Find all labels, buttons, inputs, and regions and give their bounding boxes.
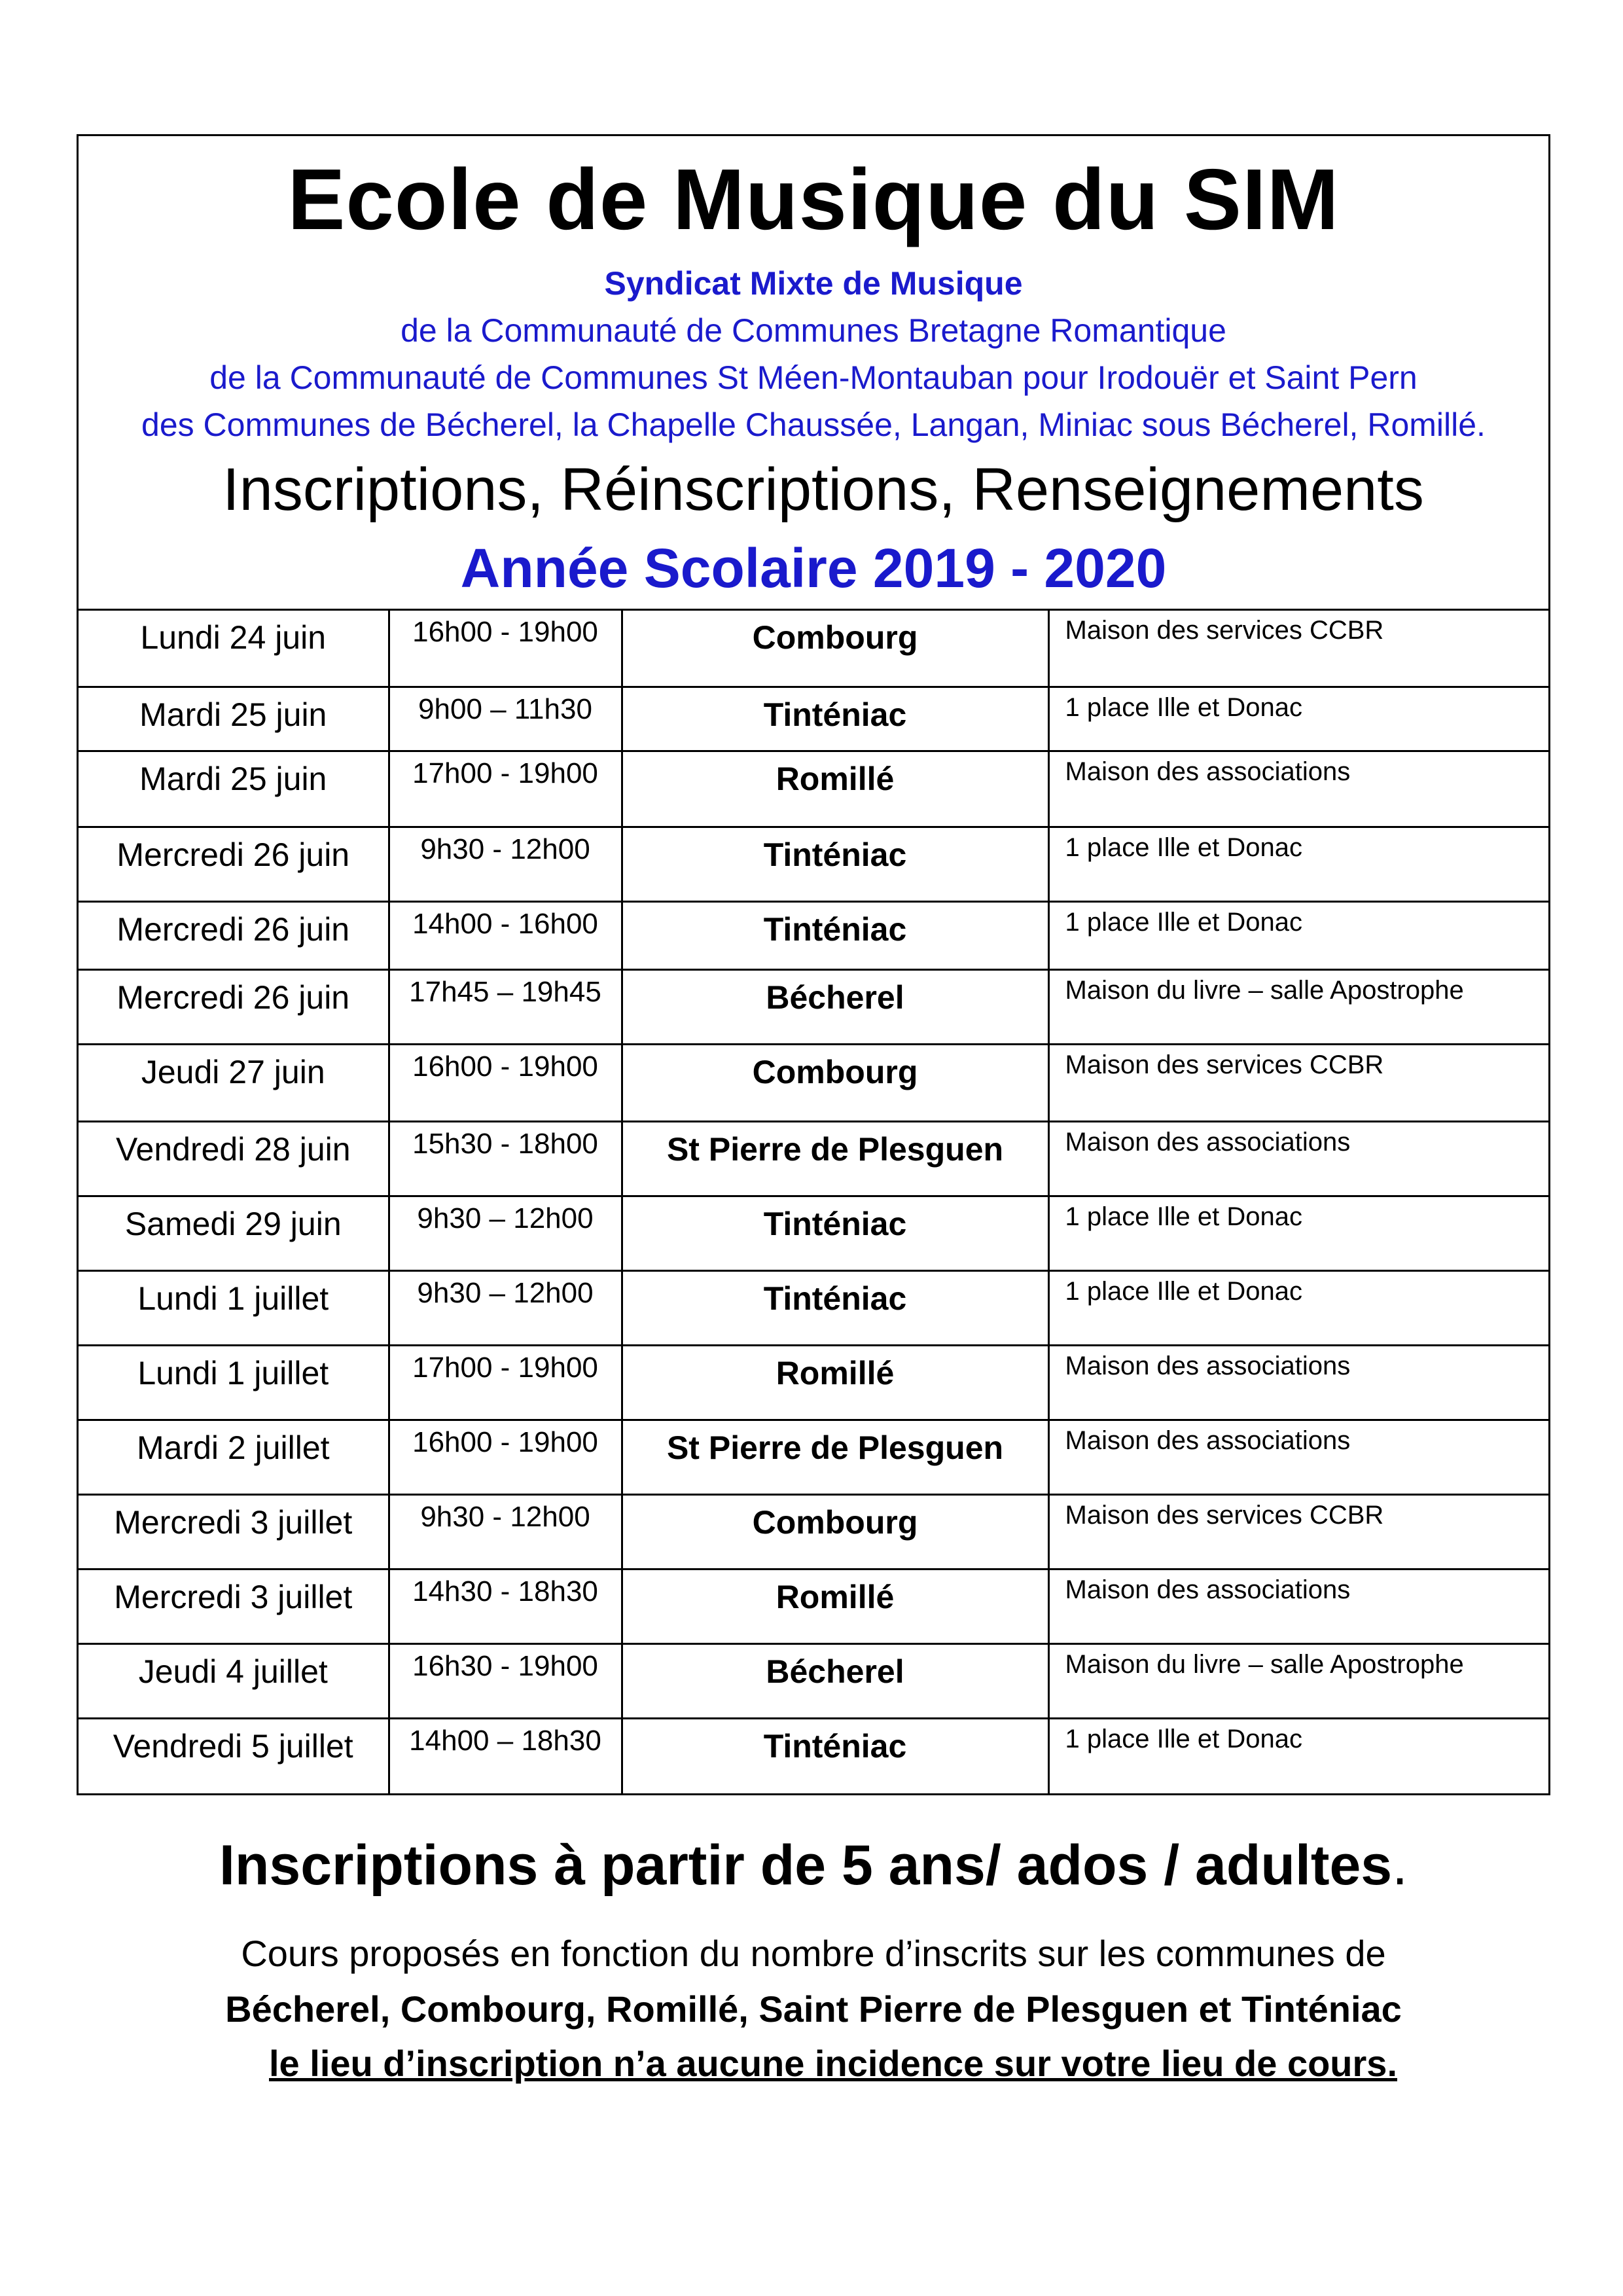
schedule-town: Romillé	[622, 1346, 1048, 1420]
schedule-row	[79, 1271, 1548, 1346]
schedule-time: 14h00 – 18h30	[389, 1719, 622, 1793]
schedule-place: 1 place Ille et Donac	[1048, 1719, 1548, 1793]
schedule-time: 9h00 – 11h30	[389, 687, 622, 751]
schedule-row	[79, 902, 1548, 970]
schedule-row	[79, 1122, 1548, 1196]
schedule-frame	[77, 134, 1550, 1795]
page-title: Ecole de Musique du SIM	[287, 151, 1340, 247]
schedule-day: Mardi 2 juillet	[79, 1420, 389, 1495]
schedule-row	[79, 1420, 1548, 1495]
schedule-place: Maison des associations	[1048, 1570, 1548, 1644]
subtitle-line: de la Communauté de Communes Bretagne Romantique	[401, 312, 1226, 349]
schedule-place: Maison des services CCBR	[1048, 1045, 1548, 1122]
schedule-place: Maison du livre – salle Apostrophe	[1048, 1644, 1548, 1719]
schedule-day: Mercredi 3 juillet	[79, 1570, 389, 1644]
schedule-day: Jeudi 4 juillet	[79, 1644, 389, 1719]
schedule-time: 17h00 - 19h00	[389, 1346, 622, 1420]
schedule-place: 1 place Ille et Donac	[1048, 827, 1548, 902]
schedule-row	[79, 1045, 1548, 1122]
schedule-town: Tinténiac	[622, 1196, 1048, 1271]
subtitle-syndicate: Syndicat Mixte de Musique	[604, 265, 1023, 302]
schedule-town: Bécherel	[622, 970, 1048, 1045]
schedule-day: Lundi 1 juillet	[79, 1271, 389, 1346]
schedule-day: Vendredi 5 juillet	[79, 1719, 389, 1793]
age-headline-period: .	[1392, 1834, 1408, 1897]
schedule-place: Maison des services CCBR	[1048, 610, 1548, 687]
schedule-place: 1 place Ille et Donac	[1048, 902, 1548, 970]
schedule-row	[79, 1644, 1548, 1719]
schedule-town: Tinténiac	[622, 1719, 1048, 1793]
age-headline	[77, 1829, 1550, 1901]
schedule-place: 1 place Ille et Donac	[1048, 687, 1548, 751]
schedule-time: 16h30 - 19h00	[389, 1644, 622, 1719]
schedule-row	[79, 1570, 1548, 1644]
schedule-row	[79, 610, 1548, 687]
school-year: Année Scolaire 2019 - 2020	[460, 537, 1167, 599]
subtitle-line: des Communes de Bécherel, la Chapelle Chaussée, Langan, Miniac sous Bécherel, Romillé.	[141, 406, 1486, 443]
schedule-day: Mardi 25 juin	[79, 687, 389, 751]
schedule-row	[79, 827, 1548, 902]
schedule-town: Romillé	[622, 751, 1048, 827]
schedule-day: Mercredi 26 juin	[79, 902, 389, 970]
schedule-time: 9h30 – 12h00	[389, 1196, 622, 1271]
schedule-day: Vendredi 28 juin	[79, 1122, 389, 1196]
schedule-time: 16h00 - 19h00	[389, 610, 622, 687]
schedule-row	[79, 1196, 1548, 1271]
header	[79, 136, 1548, 609]
schedule-day: Lundi 1 juillet	[79, 1346, 389, 1420]
schedule-day: Mercredi 26 juin	[79, 970, 389, 1045]
courses-note: Cours proposés en fonction du nombre d’inscrits sur les communes de	[241, 1933, 1386, 1974]
schedule-day: Samedi 29 juin	[79, 1196, 389, 1271]
schedule-place: Maison des associations	[1048, 1346, 1548, 1420]
schedule-row	[79, 970, 1548, 1045]
schedule-town: Tinténiac	[622, 1271, 1048, 1346]
schedule-town: Bécherel	[622, 1644, 1048, 1719]
schedule-town: Combourg	[622, 1045, 1048, 1122]
schedule-place: Maison des services CCBR	[1048, 1495, 1548, 1570]
schedule-day: Jeudi 27 juin	[79, 1045, 389, 1122]
schedule-place: Maison des associations	[1048, 1122, 1548, 1196]
schedule-time: 17h45 – 19h45	[389, 970, 622, 1045]
schedule-day: Mardi 25 juin	[79, 751, 389, 827]
schedule-day: Mercredi 26 juin	[79, 827, 389, 902]
registration-heading: Inscriptions, Réinscriptions, Renseignements	[223, 456, 1424, 523]
schedule-town: St Pierre de Plesguen	[622, 1420, 1048, 1495]
schedule-place: Maison des associations	[1048, 1420, 1548, 1495]
schedule-time: 14h00 - 16h00	[389, 902, 622, 970]
schedule-row	[79, 687, 1548, 751]
schedule-time: 17h00 - 19h00	[389, 751, 622, 827]
schedule-town: St Pierre de Plesguen	[622, 1122, 1048, 1196]
schedule-place: Maison du livre – salle Apostrophe	[1048, 970, 1548, 1045]
subtitle-line: de la Communauté de Communes St Méen-Montauban pour Irodouër et Saint Pern	[209, 359, 1418, 396]
schedule-town: Tinténiac	[622, 827, 1048, 902]
schedule-row	[79, 1495, 1548, 1570]
schedule-town: Combourg	[622, 610, 1048, 687]
schedule-time: 9h30 - 12h00	[389, 827, 622, 902]
schedule-town: Combourg	[622, 1495, 1048, 1570]
schedule-row	[79, 1346, 1548, 1420]
schedule-day: Mercredi 3 juillet	[79, 1495, 389, 1570]
location-note: le lieu d’inscription n’a aucune incidence sur votre lieu de cours.	[269, 2043, 1397, 2084]
schedule-town: Romillé	[622, 1570, 1048, 1644]
schedule-time: 9h30 - 12h00	[389, 1495, 622, 1570]
schedule-place: 1 place Ille et Donac	[1048, 1196, 1548, 1271]
schedule-time: 15h30 - 18h00	[389, 1122, 622, 1196]
communes-list: Bécherel, Combourg, Romillé, Saint Pierre de Plesguen et Tinténiac	[225, 1988, 1402, 2030]
schedule-row	[79, 1719, 1548, 1793]
schedule-time: 16h00 - 19h00	[389, 1045, 622, 1122]
schedule-time: 16h00 - 19h00	[389, 1420, 622, 1495]
schedule-place: 1 place Ille et Donac	[1048, 1271, 1548, 1346]
schedule-day: Lundi 24 juin	[79, 610, 389, 687]
schedule-row	[79, 751, 1548, 827]
age-headline-text: Inscriptions à partir de 5 ans/ ados / adultes	[219, 1834, 1393, 1897]
schedule-place: Maison des associations	[1048, 751, 1548, 827]
schedule-table	[79, 609, 1548, 1793]
schedule-town: Tinténiac	[622, 687, 1048, 751]
schedule-time: 14h30 - 18h30	[389, 1570, 622, 1644]
schedule-time: 9h30 – 12h00	[389, 1271, 622, 1346]
schedule-town: Tinténiac	[622, 902, 1048, 970]
